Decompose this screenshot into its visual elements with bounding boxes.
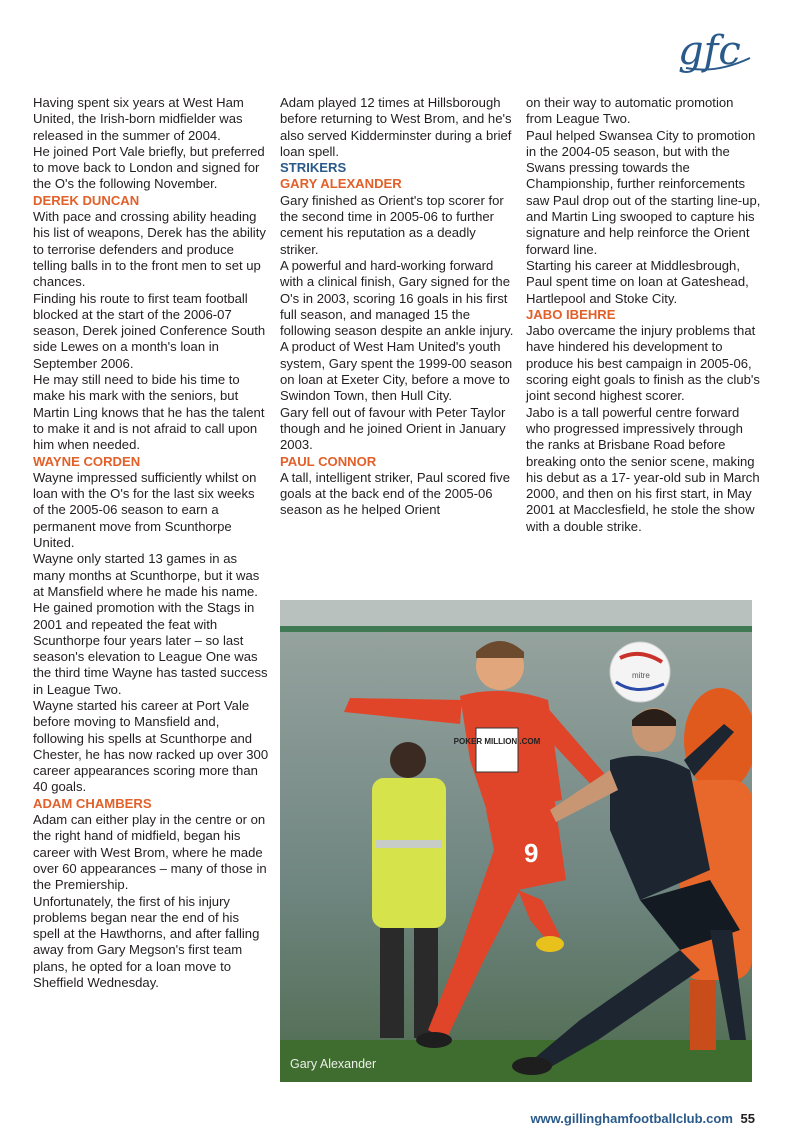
paragraph: Paul helped Swansea City to promotion in the 2004-05 season, but with the Swans pressing towards the Championship, further reinforcements saw Paul drop out of the starting line-up, and Martin Ling swooped to capture his signature and help reinforce the Orient forward line. <box>526 127 761 257</box>
player-name-gary-alexander: GARY ALEXANDER <box>280 176 402 192</box>
player-name-wayne-corden: WAYNE CORDEN <box>33 453 141 469</box>
paragraph: Adam can either play in the centre or on the right hand of midfield, began his career with West Brom, where he made over 60 appearances – many of those in the Premiership. <box>33 812 267 893</box>
paragraph: A powerful and hard-working forward with a clinical finish, Gary signed for the O's in 2003, scoring 16 goals in his first full season, and managed 15 the following season despite an ankle injury. <box>280 257 514 339</box>
player-name-adam-chambers: ADAM CHAMBERS <box>33 795 152 811</box>
article-column-1 <box>33 95 269 991</box>
page-footer <box>530 1111 755 1126</box>
section-heading-strikers: STRIKERS <box>280 160 347 176</box>
player-name-derek-duncan: DEREK DUNCAN <box>33 192 140 208</box>
paragraph: Wayne impressed sufficiently whilst on loan with the O's for the last six weeks of the 2005-06 season to earn a permanent move from Scunthorpe United. <box>33 469 257 551</box>
paragraph: He joined Port Vale briefly, but preferred to move back to London and signed for the O's the following November. <box>33 143 265 192</box>
paragraph: With pace and crossing ability heading his list of weapons, Derek has the ability to terrorise defenders and produce telling balls in to the front men to set up chances. <box>33 209 266 290</box>
paragraph: on their way to automatic promotion from League Two. <box>526 95 734 127</box>
player-name-jabo-ibehre: JABO IBEHRE <box>526 306 616 322</box>
svg-text:mitre: mitre <box>632 671 650 680</box>
paragraph: Unfortunately, the first of his injury problems began near the end of his spell at the Hawthorns, and after falling away from Gary Megson's first team plans, he opted for a loan move to Sheffield Wednesday. <box>33 893 260 991</box>
paragraph: Starting his career at Middlesbrough, Paul spent time on loan at Gateshead, Hartlepool and Stoke City. <box>526 257 749 306</box>
paragraph: Gary finished as Orient's top scorer for the second time in 2005-06 to further cement his reputation as a deadly striker. <box>280 192 504 257</box>
article-column-2 <box>280 95 516 519</box>
football <box>610 642 670 702</box>
paragraph: Jabo is a tall powerful centre forward who progressed impressively through the ranks at Brisbane Road before breaking onto the senior scene, making his debut as a 17- year-old sub in March 2000, and then on his first start, in May 2001 at Macclesfield, he stole the show with a double strike. <box>526 404 760 534</box>
club-logo <box>676 28 756 76</box>
paragraph: He gained promotion with the Stags in 2001 and repeated the feat with Scunthorpe four years later – so last season's elevation to League One was the third time Wayne has tasted success in League Two. <box>33 600 268 697</box>
paragraph: Having spent six years at West Ham United, the Irish-born midfielder was released in the summer of 2004. <box>33 95 244 143</box>
paragraph: Adam played 12 times at Hillsborough before returning to West Brom, and he's also served Kidderminster during a brief loan spell. <box>280 95 512 159</box>
photo-caption: Gary Alexander <box>290 1057 377 1071</box>
paragraph: He may still need to bide his time to make his mark with the seniors, but Martin Ling knows that he has the talent to make it and is not afraid to call upon him when needed. <box>33 372 265 453</box>
svg-text:POKER MILLION .COM: POKER MILLION .COM <box>453 737 541 746</box>
paragraph: Wayne started his career at Port Vale before moving to Mansfield and, following his spells at Scunthorpe and Chester, he has now racked up over 300 career appearances scoring more than 40 goals. <box>33 697 269 795</box>
paragraph: Wayne only started 13 games in as many months at Scunthorpe, but it was at Mansfield where he made his name. <box>33 551 260 599</box>
paragraph: A tall, intelligent striker, Paul scored five goals at the back end of the 2005-06 season as he helped Orient <box>280 469 510 518</box>
article-column-3 <box>526 95 762 535</box>
match-photo <box>280 600 752 1082</box>
website-url: www.gillinghamfootballclub.com <box>530 1111 733 1126</box>
paragraph: Jabo overcame the injury problems that have hindered his development to produce his best campaign in 2005-06, scoring eight goals to finish as the club's joint second highest scorer. <box>526 323 760 404</box>
page-number: 55 <box>740 1111 755 1126</box>
svg-text:gfc: gfc <box>678 28 741 74</box>
football-action-illustration <box>280 600 752 1082</box>
paragraph: A product of West Ham United's youth system, Gary spent the 1999-00 season on loan at Exeter City, before a move to Swindon Town, then Hull City. <box>280 339 513 404</box>
svg-text:9: 9 <box>524 838 539 868</box>
paragraph: Gary fell out of favour with Peter Taylor though and he joined Orient in January 2003. <box>280 404 506 453</box>
player-name-paul-connor: PAUL CONNOR <box>280 453 377 469</box>
paragraph: Finding his route to first team football blocked at the start of the 2006-07 season, Derek joined Conference South side Lewes on a month's loan in September 2006. <box>33 290 266 371</box>
